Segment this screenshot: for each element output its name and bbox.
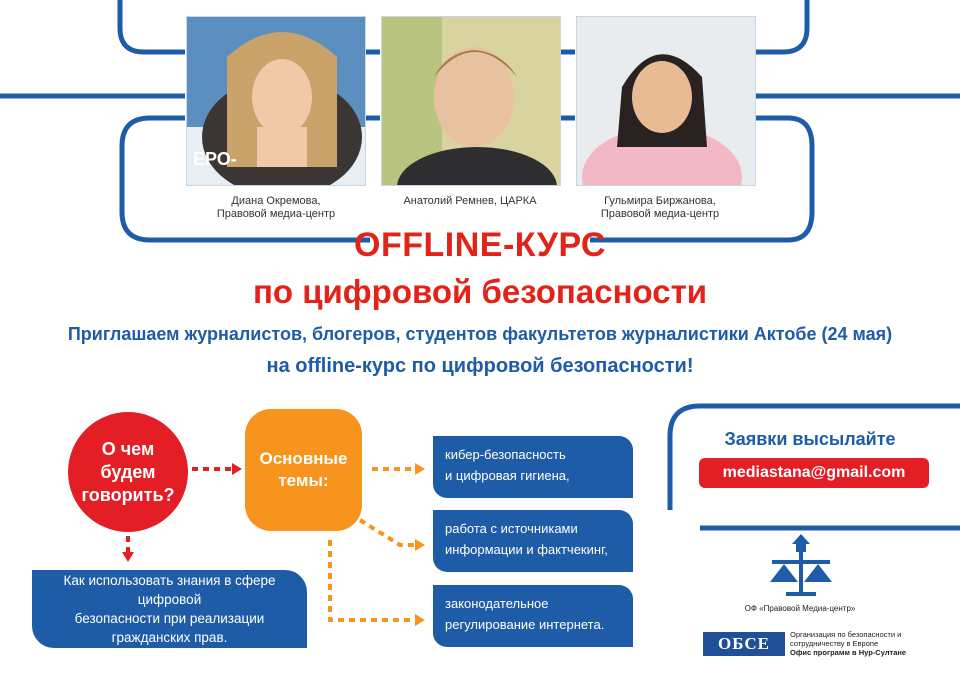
speaker-photo-2 <box>381 16 561 186</box>
speaker-photo-3 <box>576 16 756 186</box>
topic-item <box>433 436 633 498</box>
main-title: OFFLINE-КУРС <box>354 226 606 264</box>
speaker-org: Правовой медиа-центр <box>216 208 336 220</box>
speaker-name: Диана Окремова, <box>231 195 321 207</box>
question-text: будем <box>100 461 156 482</box>
org-label: ОФ «Правовой Медиа-центр» <box>744 604 856 613</box>
application-text: безопасности при реализации <box>74 611 265 626</box>
topic-text: работа с источниками <box>445 521 578 536</box>
topics-box <box>245 409 362 531</box>
osce-logo: ОБСЕ <box>703 632 785 656</box>
invitation-line2: на offline-курс по цифровой безопасности! <box>266 355 694 377</box>
topic-text: информации и фактчекинг, <box>445 542 608 557</box>
topics-label: темы: <box>278 471 329 490</box>
topic-text: кибер-безопасность <box>445 447 566 462</box>
application-text: Как использовать знания в сфере цифровой <box>63 573 276 607</box>
question-text: говорить? <box>81 484 175 505</box>
speaker-name: Анатолий Ремнев, ЦАРКА <box>403 195 537 207</box>
speaker-caption-3 <box>560 195 760 221</box>
topic-text: законодательное <box>445 596 549 611</box>
photo-banner-text: ЕРО- <box>193 149 237 169</box>
speaker-photo-1 <box>186 16 366 186</box>
topic-text: регулирование интернета. <box>445 617 605 632</box>
osce-line: Офис программ в Нур-Султане <box>790 648 907 657</box>
speaker-caption-1 <box>176 195 376 221</box>
question-text: О чем <box>101 438 155 459</box>
question-circle <box>68 412 188 532</box>
osce-line: сотрудничеству в Европе <box>790 639 879 648</box>
application-text: гражданских прав. <box>111 630 228 645</box>
speaker-org: Правовой медиа-центр <box>600 208 720 220</box>
invitation-line1: Приглашаем журналистов, блогеров, студентов факультетов журналистики Актобе (24 мая) <box>67 324 893 344</box>
topic-text: и цифровая гигиена, <box>445 468 570 483</box>
osce-line: Организация по безопасности и <box>790 630 902 639</box>
email-link[interactable]: mediastana@gmail.com <box>699 458 929 488</box>
speaker-caption-2 <box>370 195 570 208</box>
osce-description <box>790 630 950 657</box>
media-center-logo-icon <box>762 530 840 602</box>
topics-label: Основные <box>259 449 348 468</box>
topic-item <box>433 585 633 647</box>
application-box <box>32 570 307 648</box>
topic-item <box>433 510 633 572</box>
speaker-name: Гульмира Биржанова, <box>604 195 716 207</box>
applications-label: Заявки высылайте <box>724 429 896 449</box>
main-title-line2: по цифровой безопасности <box>252 273 708 310</box>
